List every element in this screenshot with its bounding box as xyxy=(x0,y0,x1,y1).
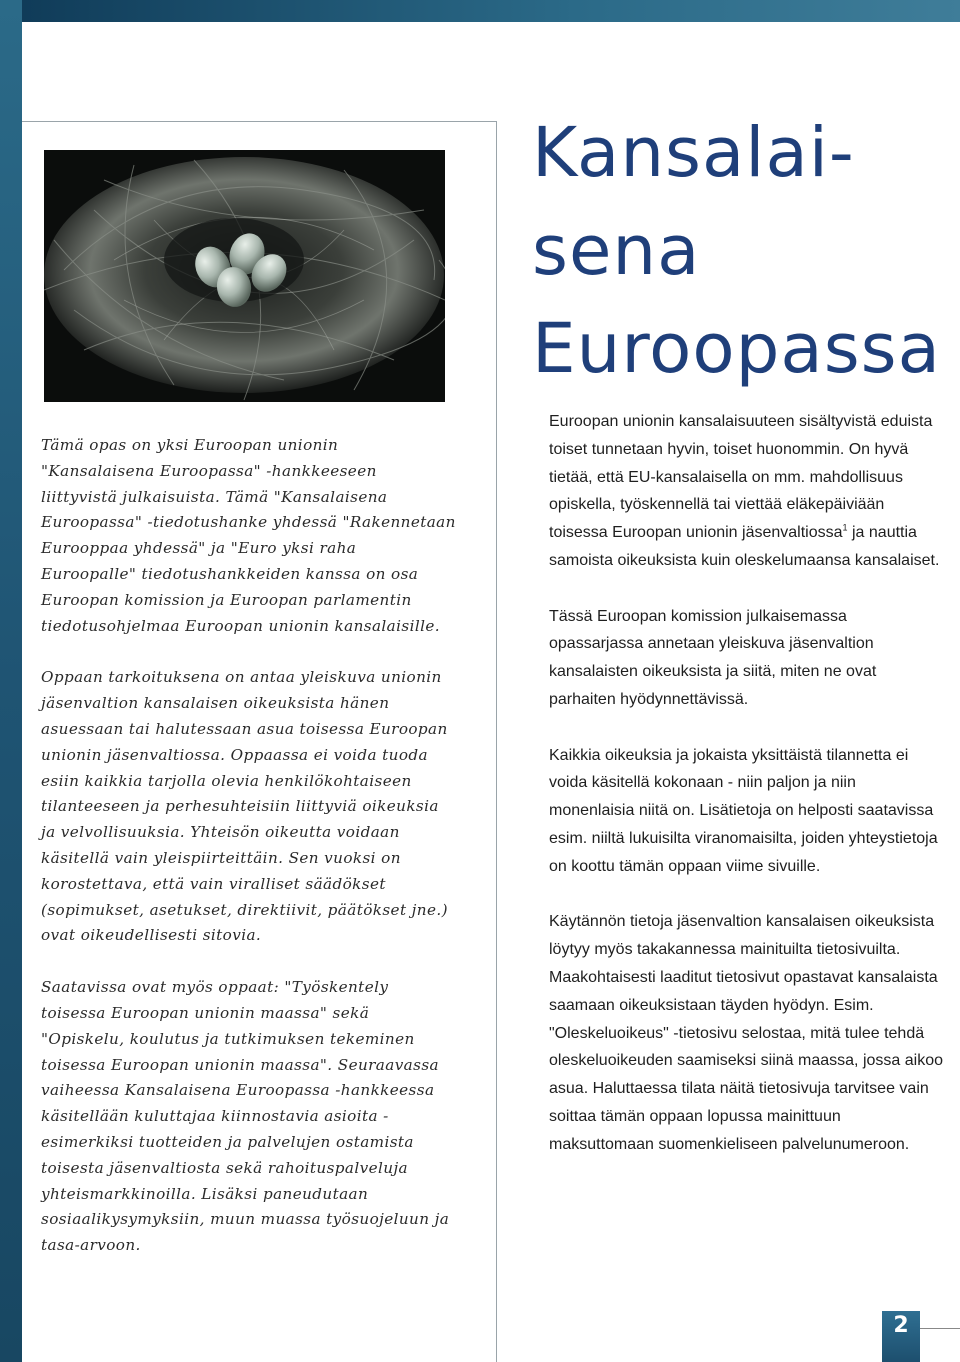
right-column xyxy=(549,408,945,1186)
vertical-rule xyxy=(496,121,497,1362)
title-line-1: Kansalai- xyxy=(532,113,855,193)
left-paragraph-3: Saatavissa ovat myös oppaat: "Työskentely toisessa Euroopan unionin maassa" sekä "Opiskelu, koulutus ja tutkimuksen tekeminen toisessa Euroopan unionin maassa". Seuraavassa vaiheessa Kansalaisena Euroopassa -hankkeessa käsitellään kuluttajaa kiinnostavia asioita - esimerkiksi tuotteiden ja palvelujen ostamista toisesta jäsenvaltiosta sekä rahoituspalveluja yhteismarkkinoilla. Lisäksi paneudutaan sosiaalikysymyksiin, muun muassa työsuojeluun ja tasa-arvoon. xyxy=(41,978,450,1255)
right-paragraph-2: Tässä Euroopan komission julkaisemassa opassarjassa annetaan yleiskuva jäsenvaltion kansalaisten oikeuksista ja siitä, miten ne ovat parhaiten hyödynnettävissä. xyxy=(549,607,877,708)
page-title xyxy=(532,104,952,398)
title-line-2: sena xyxy=(532,211,701,291)
top-frame-band xyxy=(0,0,960,22)
bird-nest-illustration xyxy=(44,150,445,402)
page-number: 2 xyxy=(893,1313,909,1338)
right-paragraph-4: Käytännön tietoja jäsenvaltion kansalaisen oikeuksista löytyy myös takakannessa mainituilta tietosivuilta. Maakohtaisesti laaditut tietosivut opastavat kansalaista saamaan oikeuksistaan täyden hyödyn. Esim. "Oleskeluoikeus" -tietosivu selostaa, mitä tulee tehdä oleskeluoikeuden saamiseksi siinä maassa, jossa aikoo asua. Haluttaessa tilata näitä tietosivuja tarvitsee vain soittaa tämän oppaan lopussa mainittuun maksuttomaan suomenkieliseen palvelunumeroon. xyxy=(549,913,943,1153)
left-column xyxy=(41,433,456,1285)
right-paragraph-1-text: Euroopan unionin kansalaisuuteen sisältyvistä eduista toiset tunnetaan hyvin, toiset huonommin. On hyvä tietää, että EU-kansalaisella on mm. mahdollisuus opiskella, työskennellä tai viettää eläkepäiviään toisessa Euroopan unionin jäsenvaltiossa xyxy=(549,413,933,542)
bird-nest-photo xyxy=(44,150,445,402)
right-paragraph-1 xyxy=(549,408,945,575)
left-paragraph-1: Tämä opas on yksi Euroopan unionin "Kansalaisena Euroopassa" -hankkeeseen liittyvistä julkaisuista. Tämä "Kansalaisena Euroopassa" -tiedotushanke yhdessä "Rakennetaan Eurooppaa yhdessä" ja "Euro yksi raha Euroopalle" tiedotushankkeiden kanssa on osa Euroopan komission ja Euroopan parlamentin tiedotusohjelmaa Euroopan unionin kansalaisille. xyxy=(41,436,456,635)
right-paragraph-3: Kaikkia oikeuksia ja jokaista yksittäistä tilannetta ei voida käsitellä kokonaan - niin paljon ja niin monenlaisia niitä on. Lisätietoja on helposti saatavissa esim. niiltä lukuisilta viranomaisilta, joiden yhteystietoja on koottu tämän oppaan viime sivuille. xyxy=(549,746,938,875)
page-number-rule xyxy=(920,1328,960,1329)
left-frame-band xyxy=(0,0,22,1362)
title-line-3: Euroopassa xyxy=(532,309,941,389)
right-paragraph-1-tail: ja nauttia samoista oikeuksista kuin oleskelumaansa kansalaiset. xyxy=(549,524,940,569)
footnote-marker: 1 xyxy=(842,522,848,533)
horizontal-rule xyxy=(22,121,497,122)
left-paragraph-2: Oppaan tarkoituksena on antaa yleiskuva unionin jäsenvaltion kansalaisen oikeuksista hänen asuessaan tai halutessaan asua toisessa Euroopan unionin jäsenvaltiossa. Oppaassa ei voida tuoda esiin kaikkia tarjolla olevia henkilökohtaiseen tilanteeseen ja perhesuhteisiin liittyviä oikeuksia ja velvollisuuksia. Yhteisön oikeutta voidaan käsitellä vain yleispiirteittäin. Sen vuoksi on korostettava, että vain viralliset säädökset (sopimukset, asetukset, direktiivit, päätökset jne.) ovat oikeudellisesti sitovia. xyxy=(41,668,448,945)
